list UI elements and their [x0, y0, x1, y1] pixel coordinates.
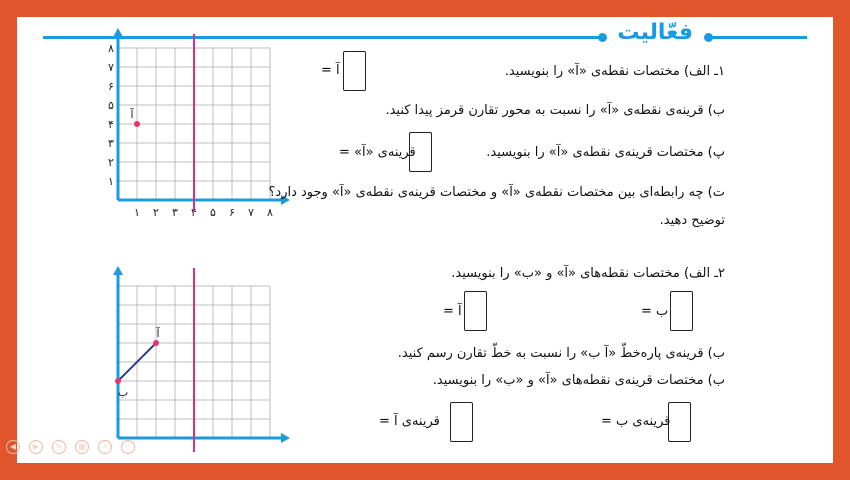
q2-a-answer-box[interactable]	[464, 291, 487, 331]
slides-grid-icon[interactable]: ▦	[75, 440, 89, 454]
x-tick-label: ۸	[267, 206, 273, 219]
header-rule-left	[43, 36, 603, 39]
y-tick-label: ۲	[108, 156, 114, 169]
q1-part-p: پ) مختصات قرینه‌ی نقطه‌ی «آ» را بنویسید.	[486, 145, 725, 160]
q2-ref-b-label: قرینه‌ی ب =	[601, 414, 671, 429]
y-tick-label: ۷	[108, 61, 114, 74]
point-b	[115, 378, 121, 384]
point-a	[134, 121, 140, 127]
prev-slide-icon[interactable]: ◀	[6, 440, 20, 454]
q1-p-label: قرینه‌ی «آ» =	[339, 145, 416, 160]
point-a-label: آ	[156, 327, 160, 340]
y-tick-label: ۳	[108, 137, 114, 150]
header-rule-right	[711, 36, 807, 39]
x-tick-label: ۲	[153, 206, 159, 219]
q1-part-a: ۱ـ الف) مختصات نقطه‌ی «آ» را بنویسید.	[504, 64, 725, 79]
q1-part-t-cont: توضیح دهید.	[659, 213, 725, 228]
activity-title: فعّالیت	[617, 20, 693, 45]
next-slide-icon[interactable]: ▶	[29, 440, 43, 454]
q1-part-b: ب) قرینه‌ی نقطه‌ی «آ» را نسبت به محور تقارن قرمز پیدا کنید.	[385, 103, 725, 118]
y-tick-label: ۶	[108, 80, 114, 93]
q2-b-answer-box[interactable]	[670, 291, 693, 331]
q2-part-a: ۲ـ الف) مختصات نقطه‌های «آ» و «ب» را بنویسید.	[451, 266, 725, 281]
q1-a-label: آ =	[321, 63, 340, 78]
q1-part-t: ت) چه رابطه‌ای بین مختصات نقطه‌ی «آ» و مختصات قرینه‌ی نقطه‌ی «آ» وجود دارد؟	[268, 185, 725, 200]
q2-ref-a-label: قرینه‌ی آ =	[379, 414, 440, 429]
y-tick-label: ۸	[108, 42, 114, 55]
q2-ref-b-answer-box[interactable]	[668, 402, 691, 442]
worksheet-page	[17, 17, 833, 463]
x-tick-label: ۱	[134, 206, 140, 219]
point-b-label: ب	[117, 386, 129, 399]
y-tick-label: ۴	[108, 118, 114, 131]
q2-coords-text: ب) مختصات قرینه‌ی نقطه‌های «آ» و «ب» را بنویسید.	[432, 373, 725, 388]
point-a	[153, 340, 159, 346]
y-tick-label: ۵	[108, 99, 114, 112]
x-tick-label: ۶	[229, 206, 235, 219]
q2-ref-a-answer-box[interactable]	[450, 402, 473, 442]
q2-b-label: ب =	[641, 304, 669, 319]
header-dot-left	[598, 33, 607, 42]
x-tick-label: ۴	[191, 206, 197, 219]
y-axis-arrow-icon	[113, 266, 123, 275]
x-tick-label: ۷	[248, 206, 254, 219]
q1-a-answer-box[interactable]	[343, 51, 366, 91]
y-axis-arrow-icon	[113, 28, 123, 37]
more-options-icon[interactable]: ⋯	[121, 440, 135, 454]
q2-segment-text: ب) قرینه‌ی پاره‌خطّ «آ ب» را نسبت به خطّ تقارن رسم کنید.	[397, 346, 725, 361]
x-axis-arrow-icon	[281, 433, 290, 443]
zoom-icon[interactable]: ⌕	[98, 440, 112, 454]
pen-icon[interactable]: ✎	[52, 440, 66, 454]
point-a-label: آ	[130, 108, 134, 121]
x-tick-label: ۳	[172, 206, 178, 219]
coordinate-grid-2	[100, 267, 290, 463]
q2-a-label: آ =	[443, 304, 462, 319]
y-tick-label: ۱	[108, 175, 114, 188]
x-tick-label: ۵	[210, 206, 216, 219]
coordinate-grid-1	[100, 42, 290, 249]
